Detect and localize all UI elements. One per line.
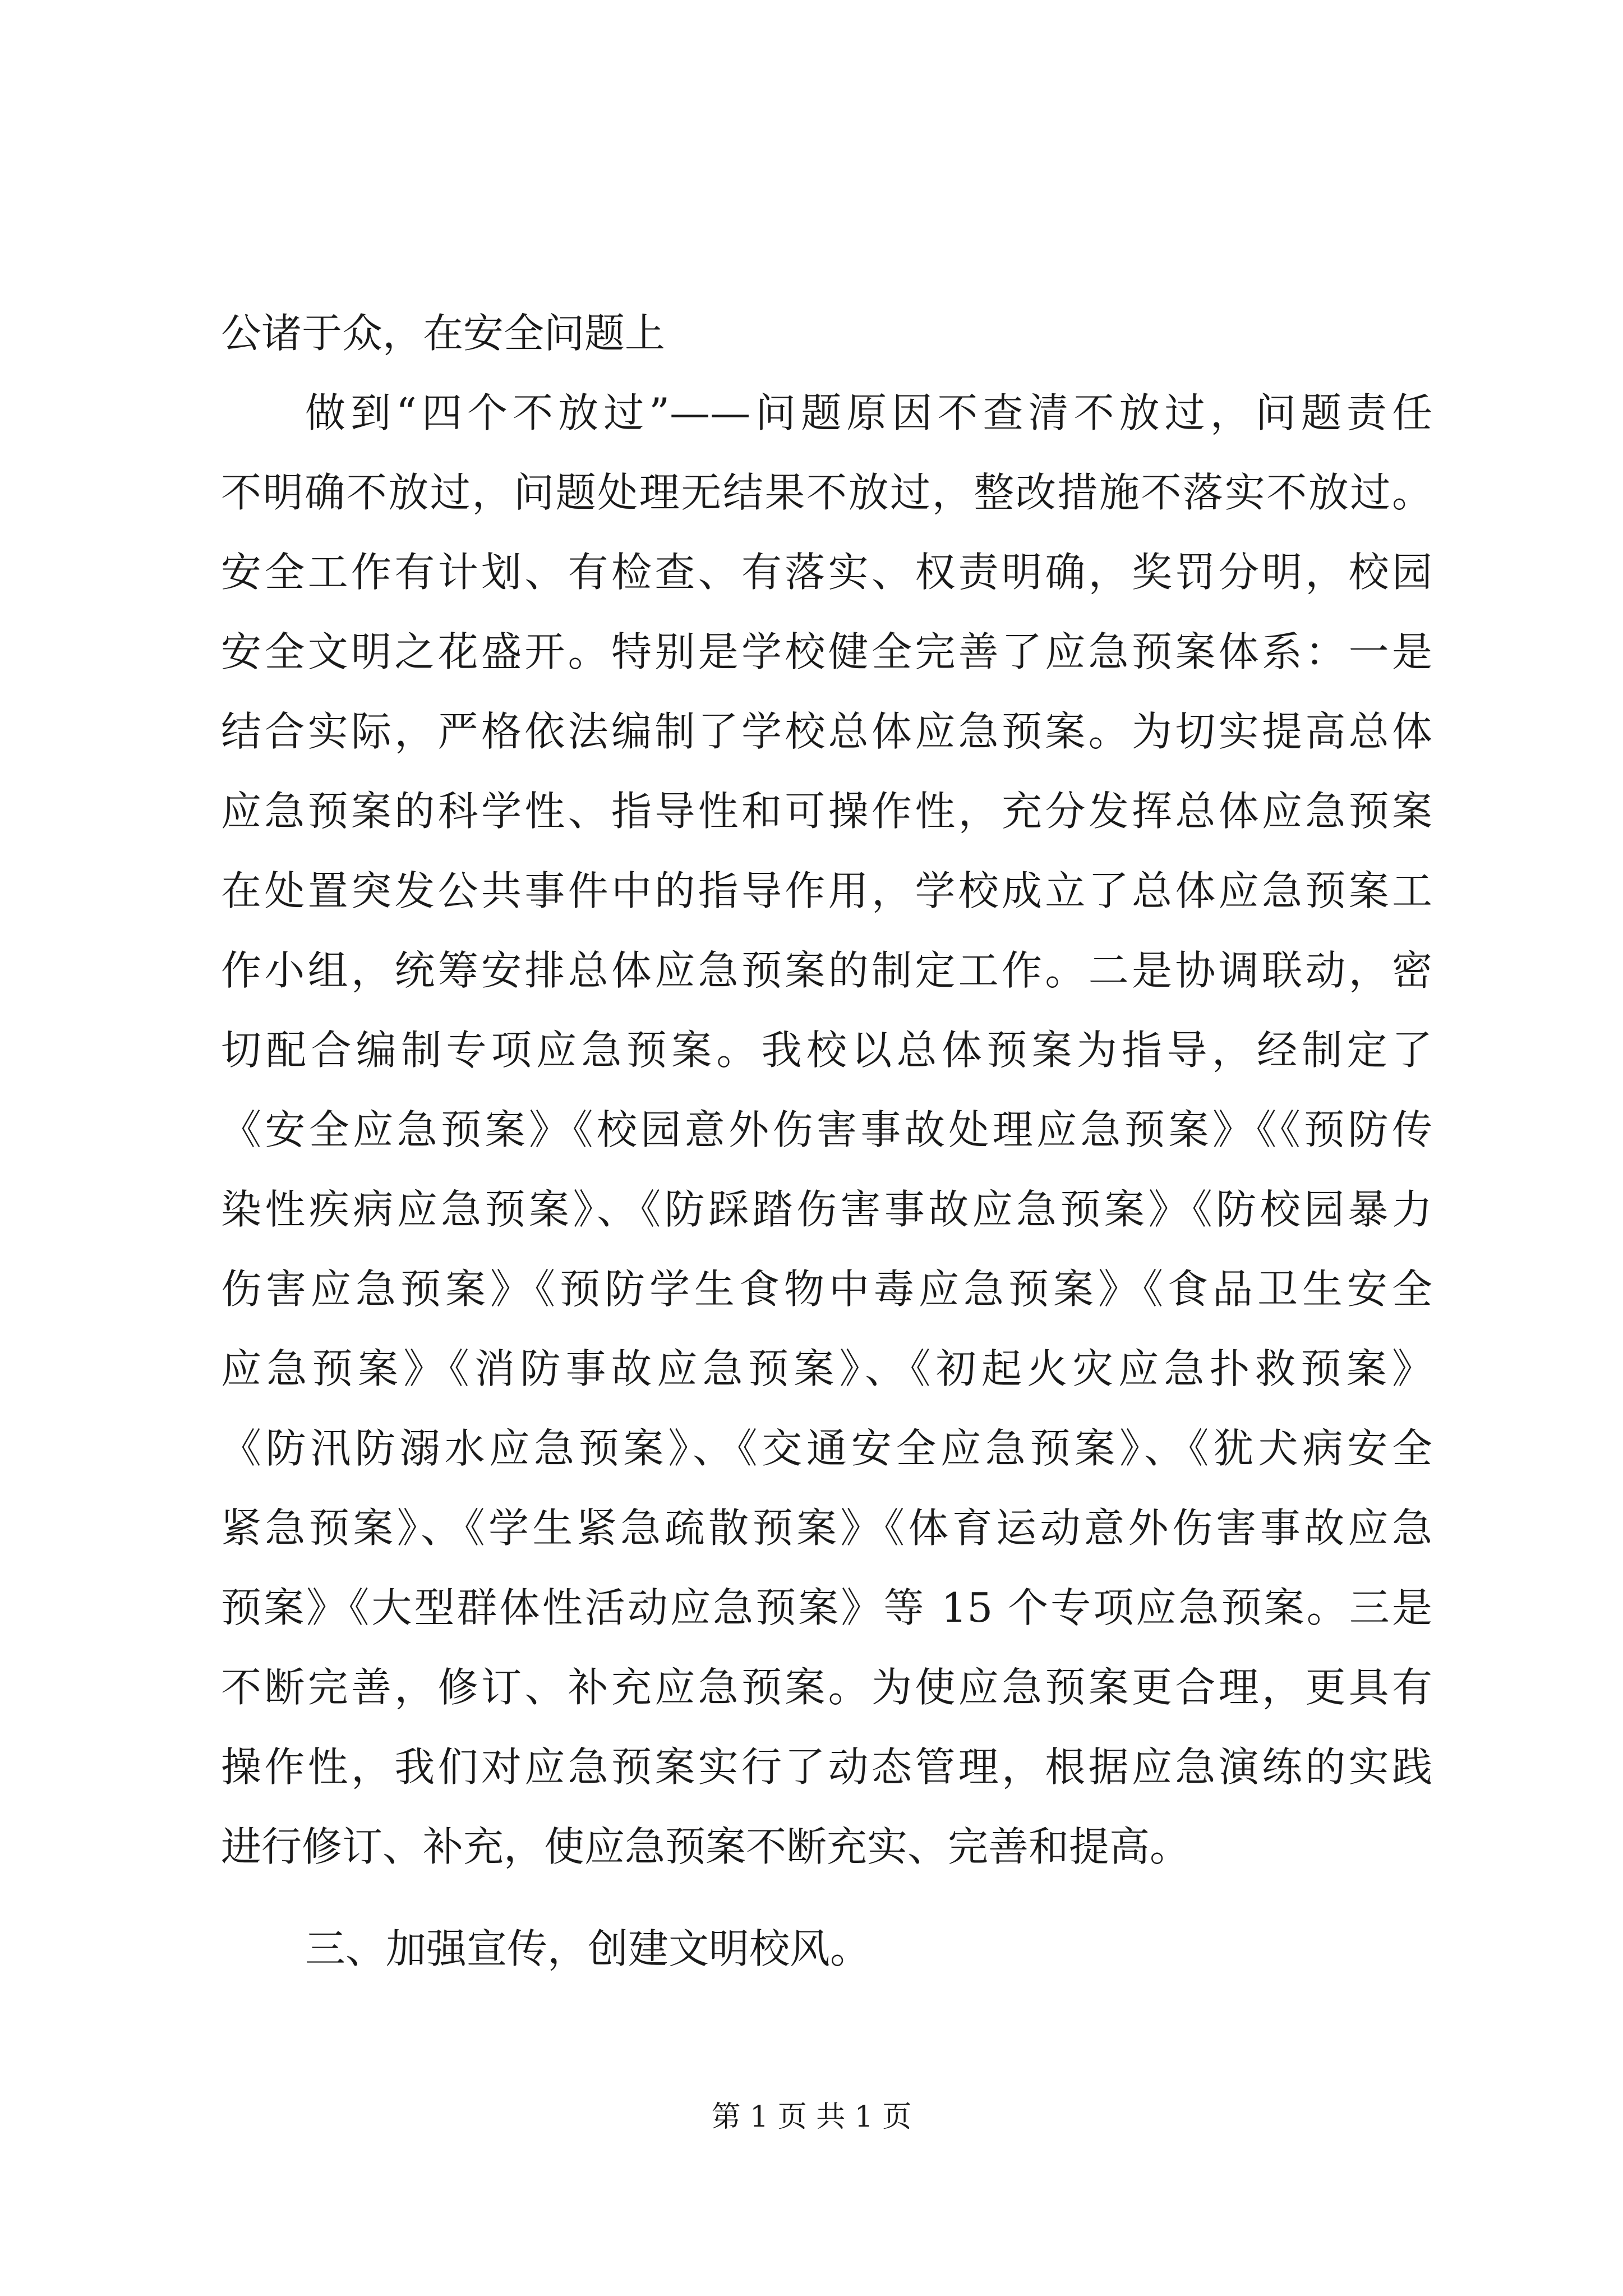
text-line: 染性疾病应急预案》、《防踩踏伤害事故应急预案》《防校园暴力: [221, 1186, 1432, 1233]
text-line: 在处置突发公共事件中的指导作用，学校成立了总体应急预案工: [221, 867, 1432, 914]
text-line: 操作性，我们对应急预案实行了动态管理，根据应急演练的实践: [221, 1743, 1432, 1791]
section-heading: 三、加强宣传，创建文明校风。: [305, 1925, 871, 1972]
text-line: 公诸于众，在安全问题上: [221, 310, 666, 357]
text-line: 不断完善，修订、补充应急预案。为使应急预案更合理，更具有: [221, 1664, 1432, 1711]
text-line: 进行修订、补充，使应急预案不断充实、完善和提高。: [221, 1823, 1191, 1870]
text-line: 结合实际，严格依法编制了学校总体应急预案。为切实提高总体: [221, 708, 1432, 755]
page-footer: 第 1 页 共 1 页: [711, 2100, 912, 2134]
text-line: 紧急预案》、《学生紧急疏散预案》《体育运动意外伤害事故应急: [221, 1504, 1432, 1552]
paragraph-first-line: 做到“四个不放过”——问题原因不查清不放过，问题责任: [305, 389, 1432, 436]
text-line: 应急预案》《消防事故应急预案》、《初起火灾应急扑救预案》: [221, 1345, 1432, 1392]
text-line: 预案》《大型群体性活动应急预案》等 15 个专项应急预案。三是: [221, 1584, 1432, 1631]
text-line: 作小组，统筹安排总体应急预案的制定工作。二是协调联动，密: [221, 947, 1432, 994]
text-line: 安全文明之花盛开。特别是学校健全完善了应急预案体系：一是: [221, 628, 1432, 675]
text-line: 切配合编制专项应急预案。我校以总体预案为指导，经制定了: [221, 1027, 1432, 1074]
text-line: 《安全应急预案》《校园意外伤害事故处理应急预案》《《预防传: [221, 1106, 1432, 1153]
text-line: 安全工作有计划、有检查、有落实、权责明确，奖罚分明，校园: [221, 549, 1432, 596]
text-line: 应急预案的科学性、指导性和可操作性，充分发挥总体应急预案: [221, 788, 1432, 835]
text-line: 伤害应急预案》《预防学生食物中毒应急预案》《食品卫生安全: [221, 1266, 1432, 1313]
text-line: 《防汛防溺水应急预案》、《交通安全应急预案》、《犹犬病安全: [221, 1425, 1432, 1472]
text-line: 不明确不放过，问题处理无结果不放过，整改措施不落实不放过。: [221, 469, 1432, 516]
